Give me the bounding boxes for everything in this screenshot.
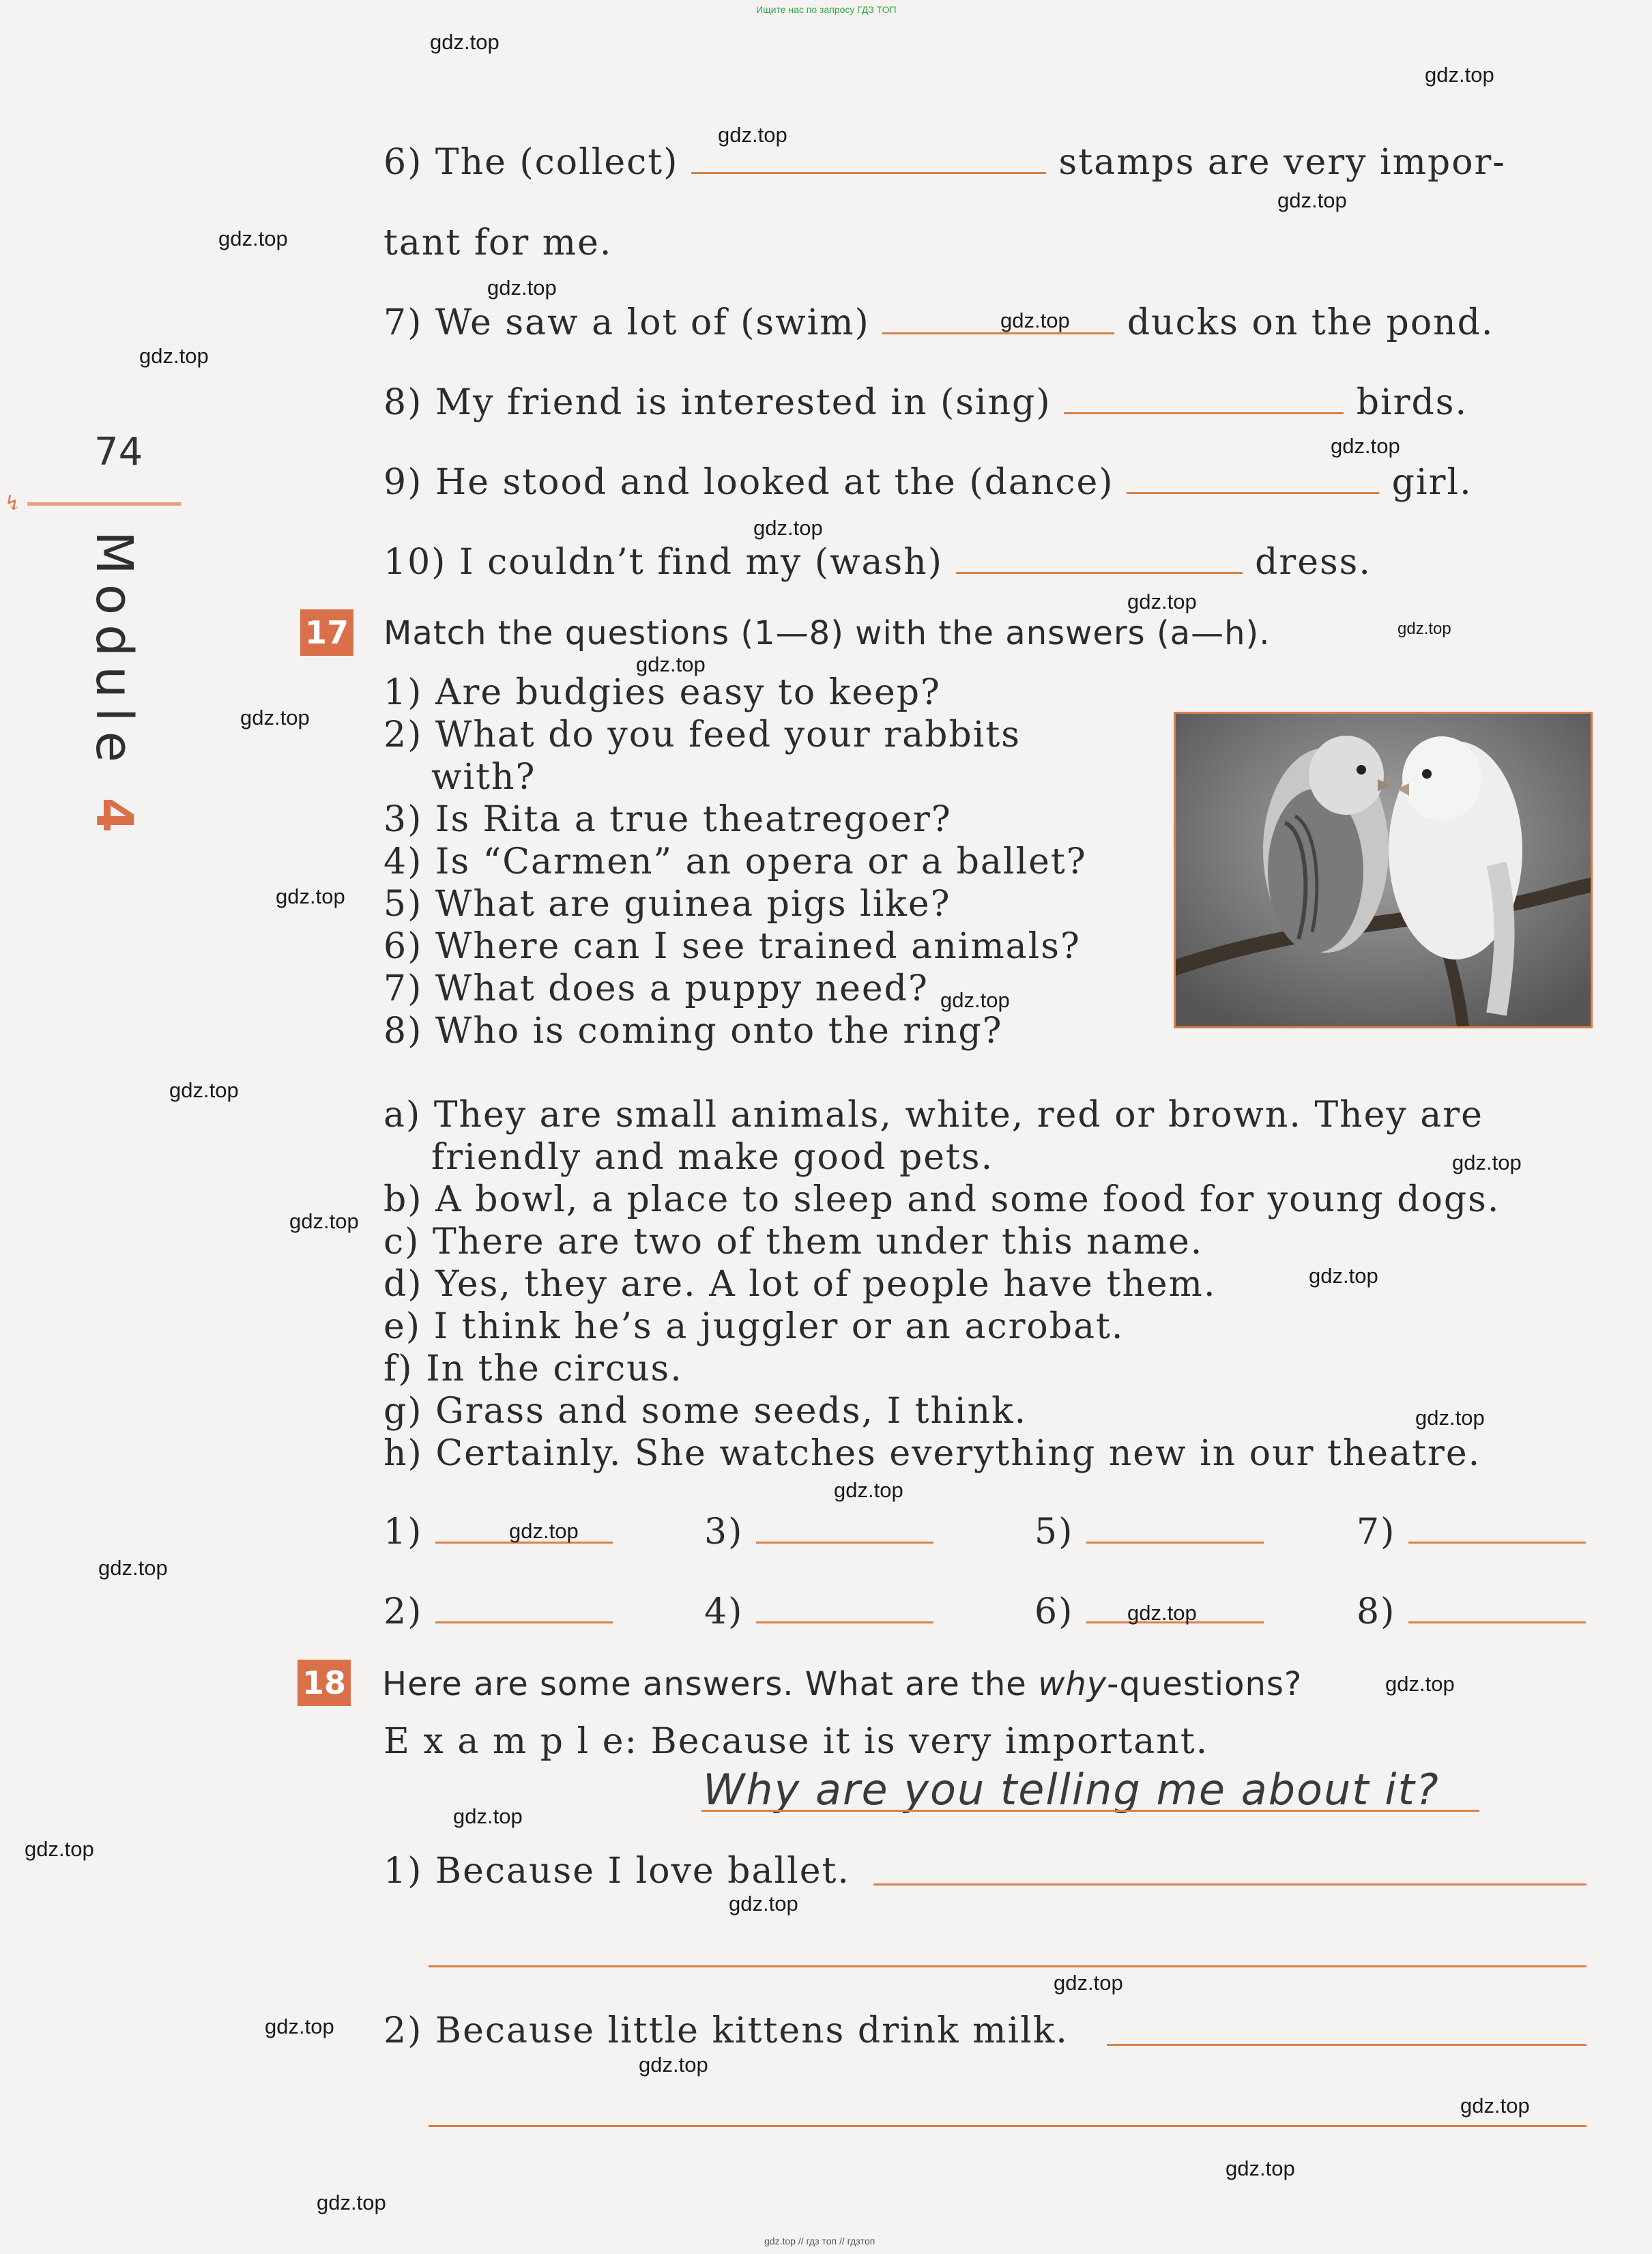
watermark: gdz.top <box>1385 1672 1455 1696</box>
match-6: 6) <box>1034 1591 1264 1632</box>
watermark: gdz.top <box>1452 1151 1522 1174</box>
watermark: gdz.top <box>240 706 310 729</box>
watermark: gdz.top <box>98 1556 168 1580</box>
match-4: 4) <box>704 1591 933 1632</box>
question-5: 5) What are guinea pigs like? <box>383 884 951 925</box>
answer-b: b) A bowl, a place to sleep and some food for young dogs. <box>383 1179 1501 1220</box>
task-number-18: 18 <box>298 1660 351 1706</box>
ex16-item-8: 8) My friend is interested in (sing) birds. <box>383 382 1468 423</box>
watermark: gdz.top <box>1397 620 1451 638</box>
match-5: 5) <box>1034 1512 1264 1552</box>
question-2-cont: with? <box>431 757 536 798</box>
module-label <box>85 531 143 843</box>
watermark: gdz.top <box>509 1519 579 1543</box>
ex16-item-6: 6) The (collect) stamps are very impor- <box>383 142 1506 183</box>
watermark: gdz.top <box>753 516 823 540</box>
ex16-item-9: 9) He stood and looked at the (dance) girl. <box>383 462 1473 503</box>
match-4-input[interactable] <box>756 1615 933 1623</box>
watermark: gdz.top <box>1127 1601 1197 1625</box>
watermark: gdz.top <box>1277 188 1347 212</box>
watermark: gdz.top <box>1415 1406 1485 1430</box>
watermark: gdz.top <box>940 988 1010 1012</box>
bottom-hint: gdz.top // гдз топ // гдзтоп <box>764 2236 875 2246</box>
watermark: gdz.top <box>430 30 499 54</box>
watermark: gdz.top <box>1127 590 1197 613</box>
page-number: 74 <box>94 430 143 474</box>
match-3: 3) <box>704 1512 933 1552</box>
watermark: gdz.top <box>139 344 209 368</box>
blank-input[interactable] <box>882 326 1114 334</box>
question-8: 8) Who is coming onto the ring? <box>383 1011 1003 1052</box>
watermark: gdz.top <box>487 276 557 300</box>
watermark: gdz.top <box>289 1209 359 1233</box>
watermark: gdz.top <box>729 1892 798 1916</box>
question-3: 3) Is Rita a true theatregoer? <box>383 799 952 840</box>
watermark: gdz.top <box>1000 308 1070 332</box>
watermark: gdz.top <box>1054 1971 1123 1995</box>
ex18-item-1: 1) Because I love ballet. <box>383 1851 850 1892</box>
answer-c: c) There are two of them under this name. <box>383 1222 1204 1262</box>
watermark: gdz.top <box>639 2053 708 2077</box>
watermark: gdz.top <box>265 2014 334 2038</box>
answer-1-line-b[interactable] <box>429 1965 1586 1967</box>
answer-e: e) I think he’s a juggler or an acrobat. <box>383 1306 1125 1347</box>
answer-a: a) They are small animals, white, red or brown. They are <box>383 1095 1483 1136</box>
watermark: gdz.top <box>1331 434 1400 458</box>
watermark: gdz.top <box>1425 63 1494 87</box>
match-1: 1) <box>383 1512 613 1552</box>
answer-2-line-a[interactable] <box>1107 2044 1586 2046</box>
budgies-photo <box>1174 712 1593 1028</box>
module-number: 4 <box>85 797 143 843</box>
match-2-input[interactable] <box>435 1615 613 1623</box>
answer-a-cont: friendly and make good pets. <box>431 1137 994 1178</box>
margin-rule <box>27 502 181 506</box>
match-5-input[interactable] <box>1086 1535 1264 1544</box>
question-4: 4) Is “Carmen” an opera or a ballet? <box>383 841 1087 882</box>
top-hint: Ищите нас по запросу ГДЗ ТОП <box>756 4 897 15</box>
match-7: 7) <box>1357 1512 1586 1552</box>
blank-input[interactable] <box>691 165 1046 174</box>
answer-1-line-a[interactable] <box>873 1883 1586 1885</box>
watermark: gdz.top <box>25 1837 94 1861</box>
match-3-input[interactable] <box>756 1535 933 1544</box>
match-2: 2) <box>383 1591 613 1632</box>
ex16-item-7: 7) We saw a lot of (swim) ducks on the pond. <box>383 302 1494 343</box>
watermark: gdz.top <box>218 227 288 250</box>
match-8-input[interactable] <box>1408 1615 1586 1623</box>
task-number-17: 17 <box>300 609 353 656</box>
ex16-item-10: 10) I couldn’t find my (wash) dress. <box>383 542 1372 583</box>
answer-g: g) Grass and some seeds, I think. <box>383 1391 1028 1432</box>
watermark: gdz.top <box>718 123 787 147</box>
ex18-instruction: Here are some answers. What are the why-questions? <box>382 1665 1303 1703</box>
answer-f: f) In the circus. <box>383 1348 683 1389</box>
ex18-item-2: 2) Because little kittens drink milk. <box>383 2010 1069 2051</box>
match-8: 8) <box>1357 1591 1586 1632</box>
module-word: Module <box>85 531 143 772</box>
question-1: 1) Are budgies easy to keep? <box>383 672 941 713</box>
watermark: gdz.top <box>1226 2156 1295 2180</box>
answer-2-line-b[interactable] <box>429 2125 1586 2127</box>
watermark: gdz.top <box>276 884 345 908</box>
blank-input[interactable] <box>956 565 1243 574</box>
blank-input[interactable] <box>1064 405 1344 414</box>
answer-d: d) Yes, they are. A lot of people have them. <box>383 1264 1217 1305</box>
watermark: gdz.top <box>636 652 706 676</box>
example-answer: Why are you telling me about it? <box>703 1765 1440 1815</box>
watermark: gdz.top <box>169 1078 239 1102</box>
watermark: gdz.top <box>834 1478 903 1502</box>
watermark: gdz.top <box>1309 1264 1378 1288</box>
watermark: gdz.top <box>453 1804 523 1828</box>
question-6: 6) Where can I see trained animals? <box>383 926 1081 967</box>
ribbon-mark: ↯ <box>4 491 22 515</box>
budgies-illustration <box>1176 714 1591 1026</box>
ex18-example: E x a m p l e: Because it is very important. <box>383 1721 1209 1762</box>
answer-h: h) Certainly. She watches everything new in our theatre. <box>383 1433 1481 1474</box>
ex16-item-6-cont: tant for me. <box>383 222 613 263</box>
watermark: gdz.top <box>1460 2094 1530 2118</box>
blank-input[interactable] <box>1127 485 1379 494</box>
question-7: 7) What does a puppy need? <box>383 968 929 1009</box>
question-2: 2) What do you feed your rabbits <box>383 714 1021 755</box>
example-answer-line <box>701 1810 1479 1812</box>
match-7-input[interactable] <box>1408 1535 1586 1544</box>
ex17-instruction: Match the questions (1—8) with the answers (a—h). <box>383 614 1271 652</box>
watermark: gdz.top <box>317 2191 386 2214</box>
